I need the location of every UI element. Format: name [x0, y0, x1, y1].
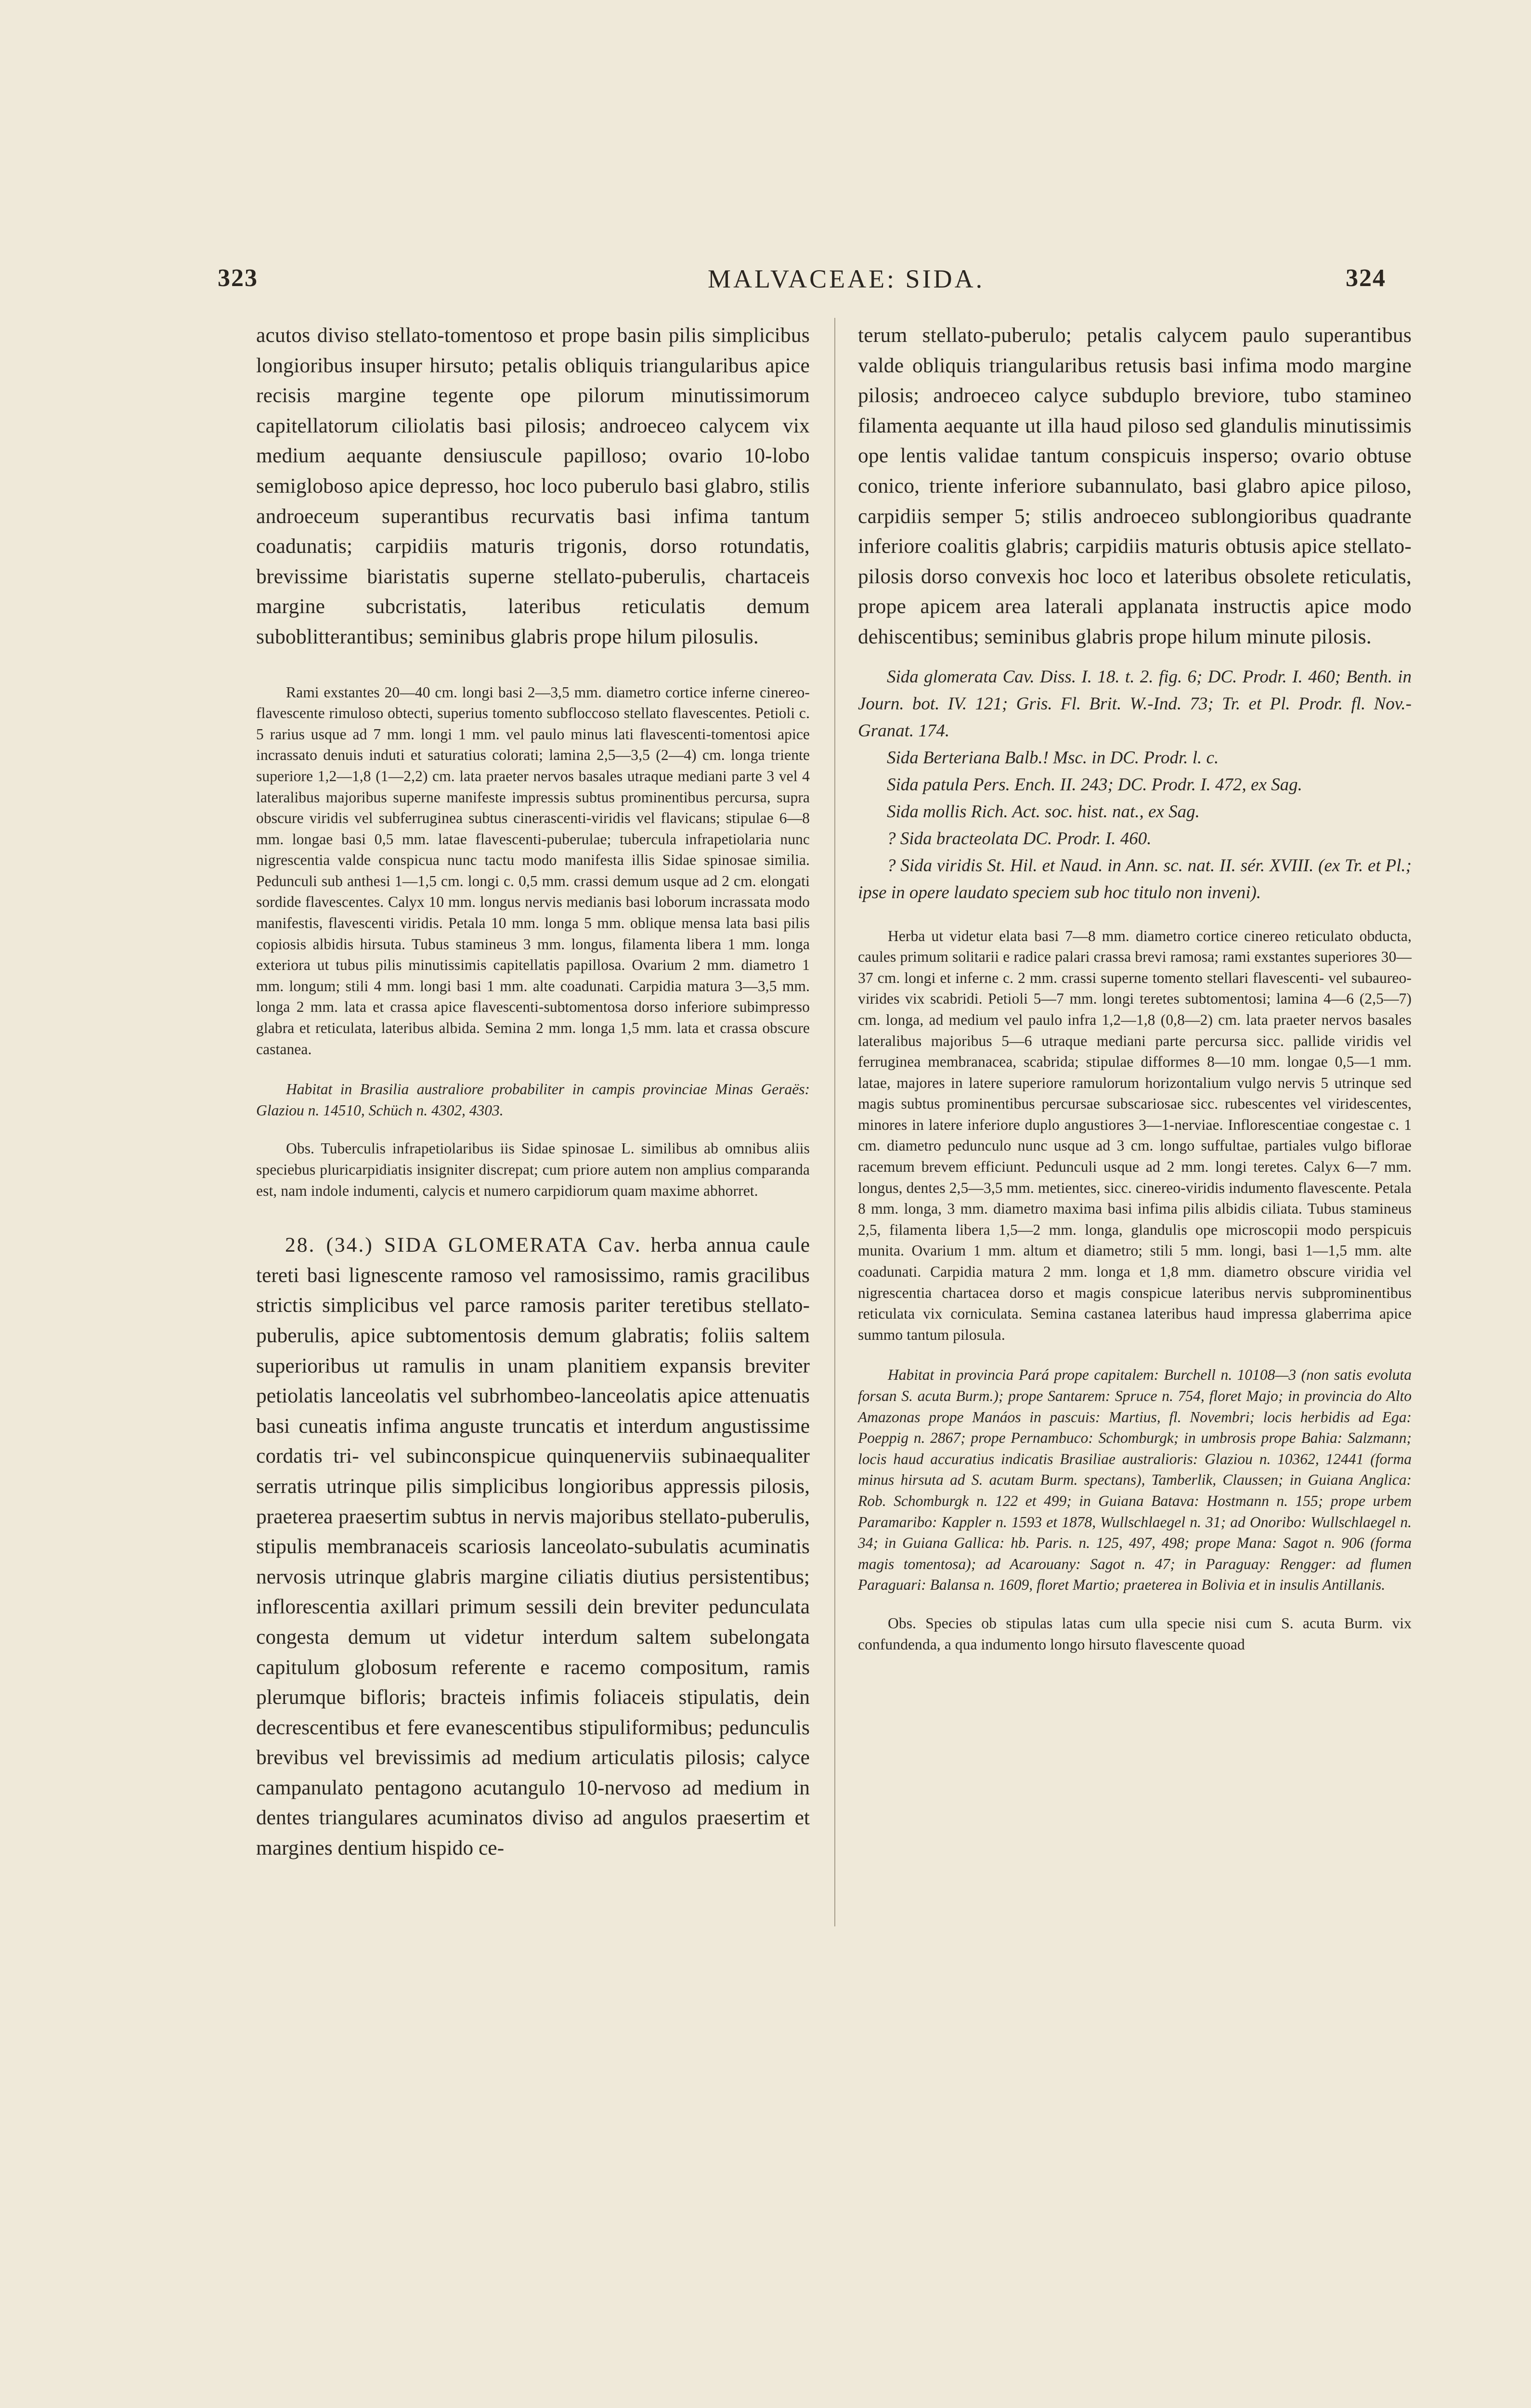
- running-title: MALVACEAE: SIDA.: [708, 264, 985, 293]
- column-divider: [834, 318, 835, 1926]
- page-header: [0, 264, 1531, 302]
- synonym-2: Sida Berteriana Balb.! Msc. in DC. Prodr. l. c.: [887, 747, 1219, 768]
- observation-paragraph: Obs. Tuberculis infrapetiolaribus iis Sidae spinosae L. similibus ab omnibus aliis speciebus pluricarpidiatis insigniter discrepat; cum priore autem non amplius comparanda est, nam indole indumenti, calycis et numero carpidiorum quam maxime abhorret.: [256, 1140, 810, 1199]
- diagnosis-continued: terum stellato-puberulo; petalis calycem paulo superantibus valde obliquis triangularibus retusis basi infima modo margine pilosis; androeceo calyce subduplo breviore, tubo stamineo filamenta aequante ut illa haud piloso sed glandulis minutissimis ope lentis validae tantum conspicuis insperso; ovario obtuse conico, triente inferiore subannulato, basi glabro apice piloso, carpidiis semper 5; stilis androeceo sublongioribus quadrante inferiore coalitis glabris; carpidiis maturis obtusis apice stellato-pilosis dorso convexis hoc loco et lateribus obsolete reticulatis, prope apicem area laterali applanata instructis apice modo dehiscentibus; seminibus glabris prope hilum minute pilosis.: [858, 324, 1412, 648]
- observation-paragraph: Obs. Species ob stipulas latas cum ulla specie nisi cum S. acuta Burm. vix confundenda, a qua indumento longo hirsuto flavescente quoad: [858, 1614, 1412, 1653]
- page-number-left: 323: [218, 264, 258, 292]
- species-heading: 28. (34.) SIDA GLOMERATA Cav.: [285, 1233, 642, 1257]
- synonymy-block: [858, 664, 1412, 906]
- detailed-description: Rami exstantes 20—40 cm. longi basi 2—3,5 mm. diametro cortice inferne cinereo-flavescente rimuloso obtecti, superius tomento subfloccoso stellato flavescentes. Petioli c. 5 rarius usque ad 7 mm. longi 1 mm. vel paulo minus lati flavescenti-tomentosi apice incrassato denuis induti et saturatius colorati; lamina 2,5—3,5 (2—4) cm. longa triente superiore 1,2—1,8 (1—2,2) cm. lata praeter nervos basales utraque mediani parte 3 vel 4 lateralibus majoribus superne manifeste impressis subtus prominentibus percursa, supra obscure viridis vel subferruginea subtus cinerascenti-viridis vel flavicans; stipulae 6—8 mm. longae basi 0,5 mm. latae flavescenti-puberulae; tubercula infrapetiolaria nunc nigrescentia valde conspicua nunc tactu modo manifesta illis Sidae spinosae similia. Pedunculi sub anthesi 1—1,5 cm. longi c. 0,5 mm. crassi demum usque ad 2 cm. elongati sordide flavescentes. Calyx 10 mm. longus nervis medianis basi loborum incrassata modo manifestis, flavescenti viridis. Petala 10 mm. longa 5 mm. oblique mensa lata basi pilis copiosis albidis hirsuta. Tubus staminеus 3 mm. longus, filamenta libera 1 mm. longa exteriora ut tubus pilis minutissimis capitellatis papillosa. Ovarium 2 mm. diametro 1 mm. longum; stili 4 mm. longi basi 1 mm. alte coadunati. Carpidia matura 3—3,5 mm. longa 2 mm. lata et crassa apice flavescenti-subtomentosa dorso inferiore subimpresso glabra et reticulata, lateribus albida. Semina 2 mm. longa 1,5 mm. lata et crassa obscure castanea.: [256, 683, 810, 1058]
- synonym-6: ? Sida viridis St. Hil. et Naud. in Ann. sc. nat. II. sér. XVIII. (ex Tr. et Pl.; ipse in opere laudato speciem sub hoc titulo non inveni).: [858, 855, 1412, 903]
- synonym-3: Sida patula Pers. Ench. II. 243; DC. Prodr. I. 472, ex Sag.: [887, 774, 1302, 795]
- habitat-paragraph: Habitat in Brasilia australiore probabiliter in campis provinciae Minas Geraës: Glaziou n. 14510, Schüch n. 4302, 4303.: [256, 1081, 810, 1119]
- detailed-description: Herba ut videtur elata basi 7—8 mm. diametro cortice cinereo reticulato obducta, caules primum solitarii e radice palari crassa brevi ramosa; rami exstantes superiores 30—37 cm. longi et inferne c. 2 mm. crassi superne tomento stellari flavescenti- vel subaureo-virides vix scabridi. Petioli 5—7 mm. longi teretes subtomentosi; lamina 4—6 (2,5—7) cm. longa, ad medium vel paulo infra 1,2—1,8 (0,8—2) cm. lata praeter nervos basales lateralibus majoribus 5—6 utraque mediani parte percursa sicc. pallide viridis vel ferruginea membranacea, scabrida; stipulae difformes 8—10 mm. longae 0,5—1 mm. latae, majores in latere superiore ramulorum horizontalium vulgo nervis 5 utrinque sed magis subtus prominentibus percursae subscariosae sicc. rubescentes vel viridescentes, minores in latere inferiore duplo angustiores 3—1-nerviae. Inflorescentiae congestae c. 1 cm. diametro pedunculo nunc usque ad 3 cm. longo suffultae, partiales vulgo biflorae racemum brevem efficiunt. Pedunculi usque ad 2 mm. longi teretes. Calyx 6—7 mm. longus, dentes 2,5—3,5 mm. metientes, sicc. cinereo-viridis indumento flavescente. Petala 8 mm. longa, 3 mm. diametro maxima basi infima pilis albidis ciliata. Tubus stamineus 2,5, filamenta libera 1,5—2 mm. longa, glandulis ope microscopii modo perspicuis munita. Ovarium 1 mm. altum et diametro; stili 5 mm. longi, basi 1—1,5 mm. alte coadunati. Carpidia matura 2 mm. longa et 1,8 mm. diametro obscure viridia vel nigrescentia chartacea dorso et magis conspicue lateribus nervis subprominentibus reticulata vix corniculata. Semina castanea lateribus haud impressa glaberrima apice summo tantum pilosula.: [858, 927, 1412, 1343]
- page-number-right: 324: [1346, 264, 1386, 292]
- habitat-paragraph: Habitat in provincia Pará prope capitalem: Burchell n. 10108—3 (non satis evoluta forsan S. acuta Burm.); prope Santarem: Spruce n. 754, floret Majo; in provincia do Alto Amazonas prope Manáos in pascuis: Martius, fl. Novembri; locis herbidis ad Ega: Poeppig n. 2867; prope Pernambuco: Schomburgk; in umbrosis prope Bahia: Salzmann; locis haud accuratius indicatis Brasiliae australioris: Glaziou n. 10362, 12441 (forma minus hirsuta ad S. acutam Burm. spectans), Tamberlik, Claussen; in Guiana Anglica: Rob. Schomburgk n. 122 et 499; in Guiana Batava: Hostmann n. 155; prope urbem Paramaribo: Kappler n. 1593 et 1878, Wullschlaegel n. 31; ad Onoribo: Wullschlaegel n. 34; in Guiana Gallica: hb. Paris. n. 125, 497, 498; prope Mana: Sagot n. 906 (forma magis tomentosa); ad Acarouany: Sagot n. 47; in Paraguay: Rengger: ad flumen Paraguari: Balansa n. 1609, floret Martio; praeterea in Bolivia et in insulis Antillanis.: [858, 1366, 1412, 1594]
- synonym-5: ? Sida bracteolata DC. Prodr. I. 460.: [887, 828, 1152, 849]
- species-description: [256, 1230, 810, 1863]
- synonym-1: Sida glomerata Cav. Diss. I. 18. t. 2. fig. 6; DC. Prodr. I. 460; Benth. in Journ. bot. IV. 121; Gris. Fl. Brit. W.-Ind. 73; Tr. et Pl. Prodr. fl. Nov.-Granat. 174.: [858, 667, 1412, 741]
- species-diagnosis: herba annua caule tereti basi lignescente ramoso vel ramosissimo, ramis gracilibus strictis simplicibus vel parce ramosis pariter teretibus stellato-puberulis, apice subtomentosis demum glabratis; foliis saltem superioribus ut ramulis in unam planitiem expansis breviter petiolatis lanceolatis vel subrhombeo-lanceolatis apice attenuatis basi cuneatis infima anguste truncatis et interdum angustissime cordatis tri- vel subinconspicue quinquenerviis subinaequaliter serratis utrinque pilis simplicibus longioribus appressis pilosis, praeterea praesertim subtus in nervis majoribus stellato-puberulis, stipulis membranaceis scariosis lanceolato-subulatis acuminatis nervosis utrinque glabris margine ciliatis diutius persistentibus; inflorescentia axillari primum sessili dein breviter pedunculata congesta demum ut videtur interdum saltem subelongata capitulum globosum referente e racemo compositum, ramis plerumque bifloris; bracteis infimis foliaceis stipulatis, dein decrescentibus et fere evanescentibus stipuliformibus; pedunculis brevibus vel brevissimis ad medium articulatis pilosis; calyce campanulato pentagono acutangulo 10-nervoso ad medium in dentes triangulares acuminatos diviso ad angulos praesertim et margines dentium hispido ce-: [256, 1233, 810, 1860]
- left-column: [256, 320, 810, 1863]
- right-column: [858, 320, 1412, 1655]
- synonym-4: Sida mollis Rich. Act. soc. hist. nat., ex Sag.: [887, 801, 1200, 822]
- description-continued: acutos diviso stellato-tomentoso et prope basin pilis simplicibus longioribus insuper hirsuto; petalis obliquis triangularibus apice recisis margine tegente ope pilorum minutissimorum capitellatorum ciliolatis basi pilosis; androeceo calycem vix medium aequante densiuscule papilloso; ovario 10-lobo semigloboso apice depresso, hoc loco puberulo basi glabro, stilis androeceum superantibus recurvatis basi infima tantum coadunatis; carpidiis maturis trigonis, dorso rotundatis, brevissime biaristatis superne stellato-puberulis, chartaceis margine subcristatis, lateribus reticulatis demum suboblitterantibus; seminibus glabris prope hilum pilosulis.: [256, 324, 810, 648]
